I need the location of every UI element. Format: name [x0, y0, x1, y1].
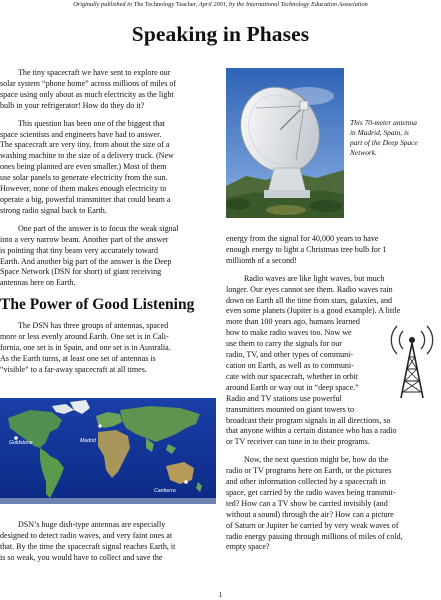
text-line: use them to carry the signals for our [226, 339, 342, 349]
text-line: strong radio signal back to Earth. [0, 205, 107, 215]
caption-line: in Madrid, Spain, is [350, 128, 409, 137]
text-line: enough energy to light a Christmas tree bulb for 1 [226, 244, 387, 254]
text-line: that. By the time the spacecraft signal reaches Earth, it [0, 541, 176, 551]
text-line: empty space? [226, 542, 270, 552]
text-line: The tiny spacecraft we have sent to explore our [18, 68, 171, 77]
paragraph-dsn-groups [0, 321, 225, 376]
text-line: or TV receiver can tune in to their programs. [226, 437, 370, 447]
text-line: around Earth or way out in “deep space.” [226, 382, 359, 392]
paragraph-intro [0, 68, 225, 112]
text-line: is so weak, you would have to collect and save the [0, 552, 163, 562]
text-line: Space Network (DSN for short) of giant receiving [0, 267, 162, 277]
left-column [0, 68, 225, 383]
text-line: and other information collected by a spacecraft in [226, 477, 386, 487]
paragraph-dish-antennas [0, 520, 225, 564]
section-heading: The Power of Good Listening [0, 296, 195, 314]
text-line: bulb in your refrigerator! How do they do it? [0, 100, 145, 110]
text-line: cate with our spacecraft, whether in orbit [226, 371, 359, 381]
photo-caption [350, 118, 440, 158]
radio-tower-icon [388, 322, 436, 400]
text-line: The DSN has three groups of antennas, spaced [18, 321, 169, 331]
text-line: use solar panels to generate electricity from the sun. [0, 173, 168, 183]
text-line: broadcast their program signals in all directions, so [226, 415, 391, 425]
dsn-world-map [0, 398, 216, 504]
text-line: DSN’s huge dish-type antennas are especially [18, 520, 166, 529]
text-line: fornia, one set is in Spain, and one set is in Australia. [0, 343, 171, 353]
world-map-image [0, 398, 216, 504]
text-line: down on Earth all the time from stars, galaxies, and [226, 295, 393, 305]
map-label-madrid: Madrid [80, 438, 96, 444]
publication-credit [0, 1, 441, 9]
text-line: ted? How can a TV show be carried invisibly (and [226, 498, 388, 508]
text-line: even some planets (Jupiter is a good example). A little [226, 306, 401, 316]
caption-line: This 70-meter antenna [350, 118, 417, 127]
text-line: One part of the answer is to focus the weak signal [18, 223, 179, 233]
text-line: Earth. And another big part of the answer is the Deep [0, 256, 172, 266]
caption-line: Network. [350, 148, 377, 157]
text-line: This question has been one of the biggest that [18, 118, 166, 128]
text-line: is pointing that tiny beam very accurately toward [0, 245, 158, 255]
antenna-photo-image [226, 68, 344, 218]
text-line: more or less evenly around Earth. One set is in Cali- [0, 332, 169, 342]
text-line: ones being planned are even smaller.) Most of them [0, 162, 167, 172]
text-line: longer. Our eyes cannot see them. Radio waves rain [226, 284, 393, 294]
map-label-canberra: Canberra [154, 488, 176, 494]
text-line: “visible” to a far-away spacecraft at all times. [0, 364, 147, 374]
text-line: cation on Earth, as well as to communi- [226, 360, 354, 370]
paragraph-next-question [226, 455, 438, 553]
canberra-marker [184, 480, 188, 484]
text-line: Radio waves are like light waves, but much [244, 273, 385, 283]
text-line: As the Earth turns, at least one set of antennas is [0, 353, 156, 363]
text-line: antennas here on Earth. [0, 278, 76, 288]
text-line: without a sound) through the air? How can a picture [226, 509, 394, 519]
text-line: solar system “phone home” across millions of miles of [0, 78, 177, 88]
text-line: space, get carried by the radio waves being transmit- [226, 487, 396, 497]
map-label-goldstone: Goldstone [9, 440, 33, 446]
text-line: Radio and TV stations use powerful [226, 393, 342, 403]
paragraph-energy [226, 234, 438, 267]
text-line: The spacecraft are very tiny, from about the size of a [0, 140, 170, 150]
credit-prefix: Originally published in [73, 1, 132, 8]
credit-publication: The Technology Teacher [133, 1, 196, 8]
left-column-bottom [0, 520, 225, 571]
text-line: radio energy passing through millions of miles of cold, [226, 531, 403, 541]
text-line: of Saturn or Jupiter be carried by very weak waves of [226, 520, 399, 530]
text-line: radio, TV, and other types of communi- [226, 350, 354, 360]
text-line: more than 100 years ago, humans learned [226, 317, 360, 327]
text-line: transmitters mounted on giant towers to [226, 404, 355, 414]
text-line: millionth of a second! [226, 255, 297, 265]
text-line: However, none of them makes enough electricity to [0, 184, 167, 194]
paragraph-question [0, 119, 225, 217]
paragraph-answer [0, 224, 225, 289]
page-title: Speaking in Phases [131, 22, 310, 46]
text-line: into a very narrow beam. Another part of the answer [0, 234, 169, 244]
text-line: that anyone within a certain distance who has a radio [226, 426, 397, 436]
text-line: washing machine to the size of a delivery truck. (New [0, 151, 174, 161]
text-line: Now, the next question might be, how do the [244, 455, 389, 465]
text-line: energy from the signal for 40,000 years to have [226, 234, 379, 243]
caption-line: part of the Deep Space [350, 138, 418, 147]
text-line: space scientists and engineers have had to answer. [0, 129, 162, 139]
text-line: designed to detect radio waves, and very faint ones at [0, 530, 173, 540]
madrid-marker [98, 424, 102, 428]
text-line: how to make radio waves too. Now we [226, 328, 352, 338]
text-line: radio or TV programs here on Earth, or the pictures [226, 466, 392, 476]
text-line: operate a big, powerful transmitter that could beam a [0, 194, 171, 204]
page-number: 1 [218, 590, 223, 599]
text-line: space using only about as much electricity as the light [0, 89, 174, 99]
credit-suffix: , April 2001, by the International Technology Education Association [195, 1, 368, 8]
madrid-antenna-photo [226, 68, 344, 218]
